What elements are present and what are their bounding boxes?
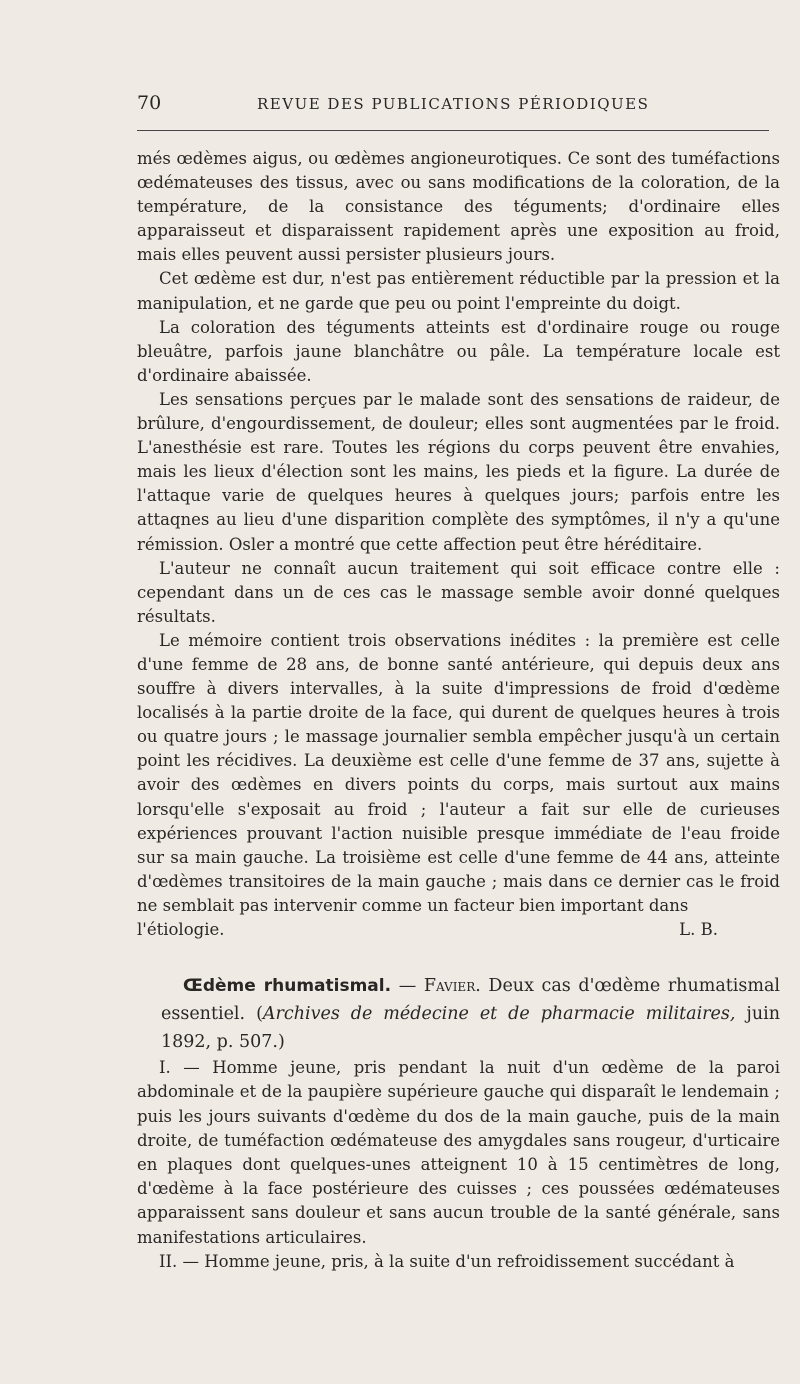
paragraph: Le mémoire contient trois observations inédites : la première est celle d'une femme de 28 ans, de bonne santé antérieure, qui depuis deux ans souffre à divers intervalles, à la suite d'impressions de froid d'œdème localisés à la partie droite de la face, qui durent de quelques heures à trois ou quatre jours ; le massage journalier sembla empêcher jusqu'à un certain point les récidives. La deuxième est celle d'une femme de 37 ans, sujette à avoir des œdèmes en divers points du corps, mais surtout aux mains lorsqu'elle s'exposait au froid ; l'auteur a fait sur elle de curieuses expériences prouvant l'action nuisible presque immédiate de l'eau froide sur sa main gauche. La troisième est celle d'une femme de 44 ans, atteinte d'œdèmes transitoires de la main gauche ; mais dans ce dernier cas le froid ne semblait pas intervenir comme un facteur bien important dans	[137, 630, 780, 915]
closing-text: l'étiologie.	[137, 920, 225, 939]
entry-author: Favier.	[423, 976, 481, 997]
article-body	[137, 147, 780, 1274]
case-paragraph: I. — Homme jeune, pris pendant la nuit d'un œdème de la paroi abdominale et de la paupière supérieure gauche qui disparaît le lendemain ; puis les jours suivants d'œdème du dos de la main gauche, puis de la main droite, de tuméfaction œdémateuse des amygdales sans rougeur, d'urticaire en plaques dont quelques-unes atteignent 10 à 15 centimètres de long, d'œdème à la face postérieure des cuisses ; ces poussées œdémateuses apparaissent sans douleur et sans aucun trouble de la santé générale, sans manifestations articulaires.	[137, 1058, 780, 1247]
entry-dash: —	[391, 976, 424, 997]
case-paragraph: II. — Homme jeune, pris, à la suite d'un refroidissement succédant à	[159, 1251, 735, 1271]
entry-heading	[137, 972, 780, 1056]
entry-journal: Archives de médecine et de pharmacie militaires,	[262, 1004, 736, 1025]
page-number: 70	[137, 92, 162, 114]
signature: L. B.	[679, 920, 718, 939]
paragraph: més œdèmes aigus, ou œdèmes angioneurotiques. Ce sont des tuméfactions œdémateuses des tissus, avec ou sans modifications de la coloration, de la température, de la consistance des téguments; d'ordinaire elles apparaisseut et disparaissent rapidement après une exposition au froid, mais elles peuvent aussi persister plusieurs jours.	[137, 149, 780, 265]
header-rule	[137, 130, 769, 131]
entry-title-text: Deux cas d'œdème rhumatismal essentiel. (	[161, 976, 780, 1025]
page-header	[137, 92, 777, 118]
bibliographic-entry	[137, 972, 780, 1274]
entry-citation: juin 1892, p. 507.)	[161, 1004, 780, 1053]
closing-line	[137, 918, 780, 942]
running-title: REVUE DES PUBLICATIONS PÉRIODIQUES	[257, 95, 650, 113]
paragraph: La coloration des téguments atteints est d'ordinaire rouge ou rouge bleuâtre, parfois jaune blanchâtre ou pâle. La température locale est d'ordinaire abaissée.	[137, 317, 780, 385]
entry-title: Œdème rhumatismal.	[183, 976, 392, 997]
paragraph: L'auteur ne connaît aucun traitement qui soit efficace contre elle : cependant dans un de ces cas le massage semble avoir donné quelques résultats.	[137, 558, 780, 626]
paragraph: Cet œdème est dur, n'est pas entièrement réductible par la pression et la manipulation, et ne garde que peu ou point l'empreinte du doigt.	[137, 269, 780, 313]
paragraph: Les sensations perçues par le malade sont des sensations de raideur, de brûlure, d'engourdissement, de douleur; elles sont augmentées par le froid. L'anesthésie est rare. Toutes les régions du corps peuvent être envahies, mais les lieux d'élection sont les mains, les pieds et la figure. La durée de l'attaque varie de quelques heures à quelques jours; parfois entre les attaqnes au lieu d'une disparition complète des symptômes, il n'y a qu'une rémission. Osler a montré que cette affection peut être héréditaire.	[137, 389, 780, 554]
